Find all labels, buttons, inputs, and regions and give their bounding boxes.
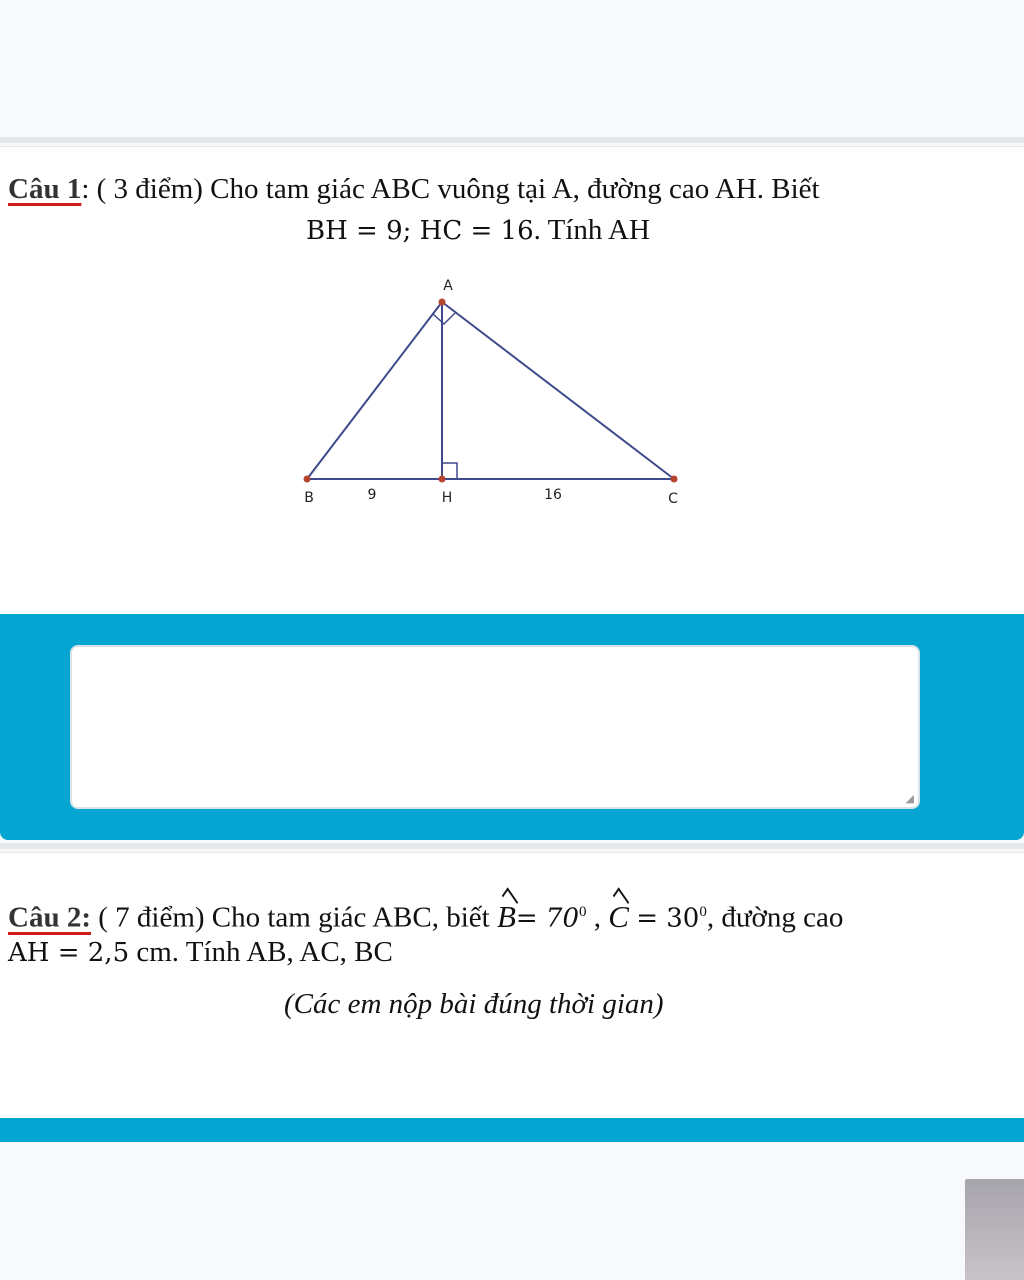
angle-c-degree: 0 xyxy=(699,904,707,920)
question-2-given: AH = 2,5 xyxy=(8,938,130,968)
triangle-points xyxy=(304,299,678,483)
thumbnail-image[interactable] xyxy=(965,1179,1024,1280)
angle-b-symbol: B xyxy=(496,898,516,934)
side-ac xyxy=(442,302,674,479)
question-2-line-1-end: , đường cao xyxy=(706,901,844,934)
point-a xyxy=(439,299,446,306)
triangle-lines xyxy=(307,302,674,479)
angle-b-degree: 0 xyxy=(579,904,587,920)
answer-textarea[interactable] xyxy=(70,645,920,809)
question-2-card xyxy=(0,852,1024,1117)
question-1-text: : ( 3 điểm) Cho tam giác ABC vuông tại A, đường cao AH. Biết xyxy=(81,173,820,205)
answer-section-2-edge xyxy=(0,1118,1024,1142)
question-2-line-1 xyxy=(8,895,843,936)
right-angle-a-mark xyxy=(433,313,455,324)
question-2-intro: ( 7 điểm) Cho tam giác ABC, biết xyxy=(98,901,490,934)
question-1-ask: . Tính AH xyxy=(533,214,650,246)
angle-c-value: = 30 xyxy=(636,903,700,934)
angle-c-symbol: C xyxy=(608,898,629,934)
label-b: B xyxy=(304,490,314,506)
angle-separator: , xyxy=(586,901,609,934)
label-hc-length: 16 xyxy=(544,487,562,503)
resize-handle-icon[interactable]: ◢ xyxy=(905,792,914,805)
side-ab xyxy=(307,302,442,479)
question-2-ask: cm. Tính AB, AC, BC xyxy=(129,936,393,968)
submission-note: (Các em nộp bài đúng thời gian) xyxy=(284,988,664,1020)
point-c xyxy=(671,476,678,483)
angle-b-value: = 70 xyxy=(515,903,580,934)
question-2-label: Câu 2: xyxy=(8,901,91,934)
divider xyxy=(0,843,1024,849)
label-bh-length: 9 xyxy=(367,487,377,503)
point-h xyxy=(439,476,446,483)
question-2-line-2 xyxy=(8,935,393,970)
point-b xyxy=(304,476,311,483)
label-h: H xyxy=(441,490,453,506)
question-1-given: BH = 9; HC = 16 xyxy=(306,216,534,246)
label-c: C xyxy=(668,491,678,507)
question-1-label: Câu 1 xyxy=(8,173,82,205)
label-a: A xyxy=(443,278,453,294)
